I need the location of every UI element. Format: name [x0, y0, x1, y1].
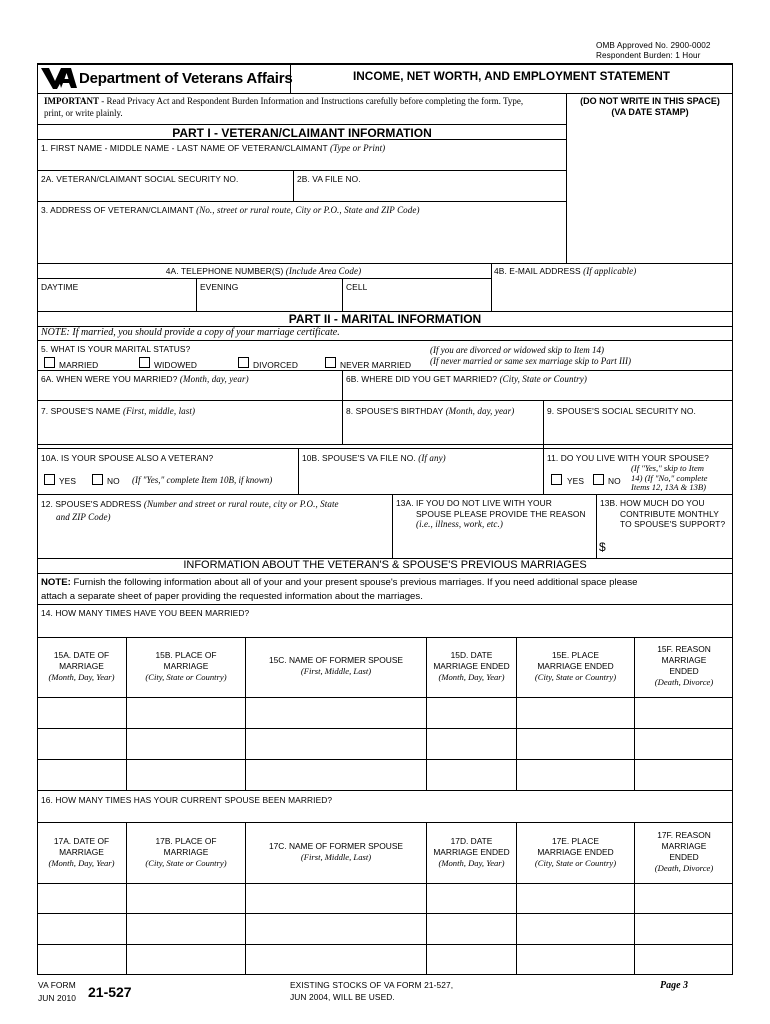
col-17c: 17C. NAME OF FORMER SPOUSE (First, Middle, Last) [268, 841, 404, 862]
live-with-spouse-no-checkbox[interactable] [593, 474, 604, 485]
page-number: Page 3 [660, 980, 689, 991]
col-17f: 17F. REASON MARRIAGE ENDED (Death, Divorce) [654, 830, 714, 873]
field-10a-hint: (If "Yes," complete Item 10B, if known) [132, 475, 273, 485]
va-file-input[interactable] [294, 186, 566, 200]
divorced-skip-hint: (If you are divorced or widowed skip to Item 14) [430, 345, 605, 355]
col-17a: 17A. DATE OF MARRIAGE (Month, Day, Year) [48, 836, 115, 868]
widowed-label: WIDOWED [154, 360, 198, 370]
col-15c: 15C. NAME OF FORMER SPOUSE (First, Middle, Last) [268, 655, 404, 676]
monthly-support-input[interactable] [608, 538, 730, 556]
never-married-label: NEVER MARRIED [340, 360, 412, 370]
col-15b: 15B. PLACE OF MARRIAGE (City, State or Country) [145, 650, 227, 682]
field-6a-label: 6A. WHEN WERE YOU MARRIED? (Month, day, year) [41, 374, 249, 384]
daytime-label: DAYTIME [41, 282, 79, 292]
live-with-spouse-yes-checkbox[interactable] [551, 474, 562, 485]
spouse-veteran-yes-label: YES [59, 476, 77, 486]
field-14-label: 14. HOW MANY TIMES HAVE YOU BEEN MARRIED? [41, 608, 250, 618]
footer-form-number: 21-527 [88, 984, 132, 1000]
part1-title: PART I - VETERAN/CLAIMANT INFORMATION [172, 126, 432, 140]
col-17d: 17D. DATE MARRIAGE ENDED (Month, Day, Year) [433, 836, 510, 868]
previous-marriages-note: NOTE: Furnish the following information about all of your and your present spouse's previous marriages. If you need additional space please attach a separate sheet of paper providing the requested information about the marriages. [41, 577, 638, 602]
table-row[interactable] [38, 760, 732, 789]
currency-symbol: $ [599, 540, 606, 554]
field-4a-label: 4A. TELEPHONE NUMBER(S) (Include Area Code) [165, 266, 362, 276]
col-15a: 15A. DATE OF MARRIAGE (Month, Day, Year) [48, 650, 115, 682]
table-row[interactable] [38, 884, 732, 912]
col-17b: 17B. PLACE OF MARRIAGE (City, State or Country) [145, 836, 227, 868]
email-input[interactable] [492, 280, 732, 310]
spouse-veteran-no-checkbox[interactable] [92, 474, 103, 485]
va-date-stamp-label: (DO NOT WRITE IN THIS SPACE) (VA DATE STAMP) [580, 96, 720, 117]
divorced-checkbox[interactable] [238, 357, 249, 368]
field-1-label: 1. FIRST NAME - MIDDLE NAME - LAST NAME OF VETERAN/CLAIMANT (Type or Print) [41, 143, 386, 153]
field-10b-label: 10B. SPOUSE'S VA FILE NO. (If any) [302, 453, 446, 463]
evening-label: EVENING [200, 282, 239, 292]
form-title: INCOME, NET WORTH, AND EMPLOYMENT STATEMENT [353, 69, 670, 83]
veteran-name-input[interactable] [38, 155, 566, 169]
ssn-input[interactable] [38, 186, 292, 200]
cell-label: CELL [346, 282, 368, 292]
spouse-veteran-no-label: NO [107, 476, 120, 486]
table-row[interactable] [38, 729, 732, 758]
field-12-label: 12. SPOUSE'S ADDRESS (Number and street or rural route, city or P.O., State and ZIP Code) [41, 499, 339, 522]
field-3-label: 3. ADDRESS OF VETERAN/CLAIMANT (No., street or rural route, City or P.O., State and ZIP Code) [41, 205, 420, 215]
footer-stock-note-2: JUN 2004, WILL BE USED. [290, 992, 395, 1002]
field-7-label: 7. SPOUSE'S NAME (First, middle, last) [41, 406, 196, 416]
previous-marriages-title: INFORMATION ABOUT THE VETERAN'S & SPOUSE'S PREVIOUS MARRIAGES [183, 559, 587, 571]
field-8-label: 8. SPOUSE'S BIRTHDAY (Month, day, year) [346, 406, 515, 416]
agency-name: Department of Veterans Affairs [79, 70, 293, 87]
field-13a-label: 13A. IF YOU DO NOT LIVE WITH YOUR SPOUSE PLEASE PROVIDE THE REASON (i.e., illness, work, etc.) [396, 498, 586, 529]
married-checkbox[interactable] [44, 357, 55, 368]
married-label: MARRIED [59, 360, 99, 370]
field-6b-label: 6B. WHERE DID YOU GET MARRIED? (City, State or Country) [346, 374, 587, 384]
field-11-hint: (If "Yes," skip to Item 14) (If "No," complete Items 12, 13A & 13B) [631, 463, 708, 492]
field-2b-label: 2B. VA FILE NO. [297, 174, 361, 184]
field-9-label: 9. SPOUSE'S SOCIAL SECURITY NO. [547, 406, 696, 416]
table-row[interactable] [38, 914, 732, 943]
never-married-skip-hint: (If never married or same sex marriage skip to Part III) [430, 356, 631, 366]
omb-number: OMB Approved No. 2900-0002 [596, 41, 711, 50]
field-10a-label: 10A. IS YOUR SPOUSE ALSO A VETERAN? [41, 453, 214, 463]
field-16-label: 16. HOW MANY TIMES HAS YOUR CURRENT SPOUSE BEEN MARRIED? [41, 795, 333, 805]
important-instructions: IMPORTANT - Read Privacy Act and Respondent Burden Information and Instructions carefully before completing the form. Type, print, or write plainly. [44, 96, 524, 118]
address-input[interactable] [38, 218, 566, 262]
divorced-label: DIVORCED [253, 360, 299, 370]
footer-date: JUN 2010 [38, 993, 77, 1003]
never-married-checkbox[interactable] [325, 357, 336, 368]
table-row[interactable] [38, 698, 732, 727]
va-seal-logo [41, 66, 77, 90]
field-4b-label: 4B. E-MAIL ADDRESS (If applicable) [494, 266, 637, 276]
field-13b-label: 13B. HOW MUCH DO YOU CONTRIBUTE MONTHLY TO SPOUSE'S SUPPORT? [600, 498, 726, 529]
field-11-label: 11. DO YOU LIVE WITH YOUR SPOUSE? [547, 453, 710, 463]
part2-title: PART II - MARITAL INFORMATION [288, 312, 482, 326]
live-with-spouse-no-label: NO [608, 476, 621, 486]
col-15f: 15F. REASON MARRIAGE ENDED (Death, Divorce) [654, 644, 714, 687]
col-15d: 15D. DATE MARRIAGE ENDED (Month, Day, Year) [433, 650, 510, 682]
live-with-spouse-yes-label: YES [567, 476, 585, 486]
col-17e: 17E. PLACE MARRIAGE ENDED (City, State or Country) [534, 836, 617, 868]
field-2a-label: 2A. VETERAN/CLAIMANT SOCIAL SECURITY NO. [41, 174, 239, 184]
table-row[interactable] [38, 945, 732, 974]
field-5-label: 5. WHAT IS YOUR MARITAL STATUS? [41, 344, 191, 354]
footer-form-label: VA FORM [38, 980, 76, 990]
widowed-checkbox[interactable] [139, 357, 150, 368]
spouse-veteran-yes-checkbox[interactable] [44, 474, 55, 485]
col-15e: 15E. PLACE MARRIAGE ENDED (City, State or Country) [534, 650, 617, 682]
respondent-burden: Respondent Burden: 1 Hour [596, 51, 701, 60]
marriage-certificate-note: NOTE: If married, you should provide a copy of your marriage certificate. [41, 327, 340, 338]
footer-stock-note-1: EXISTING STOCKS OF VA FORM 21-527, [290, 980, 454, 990]
